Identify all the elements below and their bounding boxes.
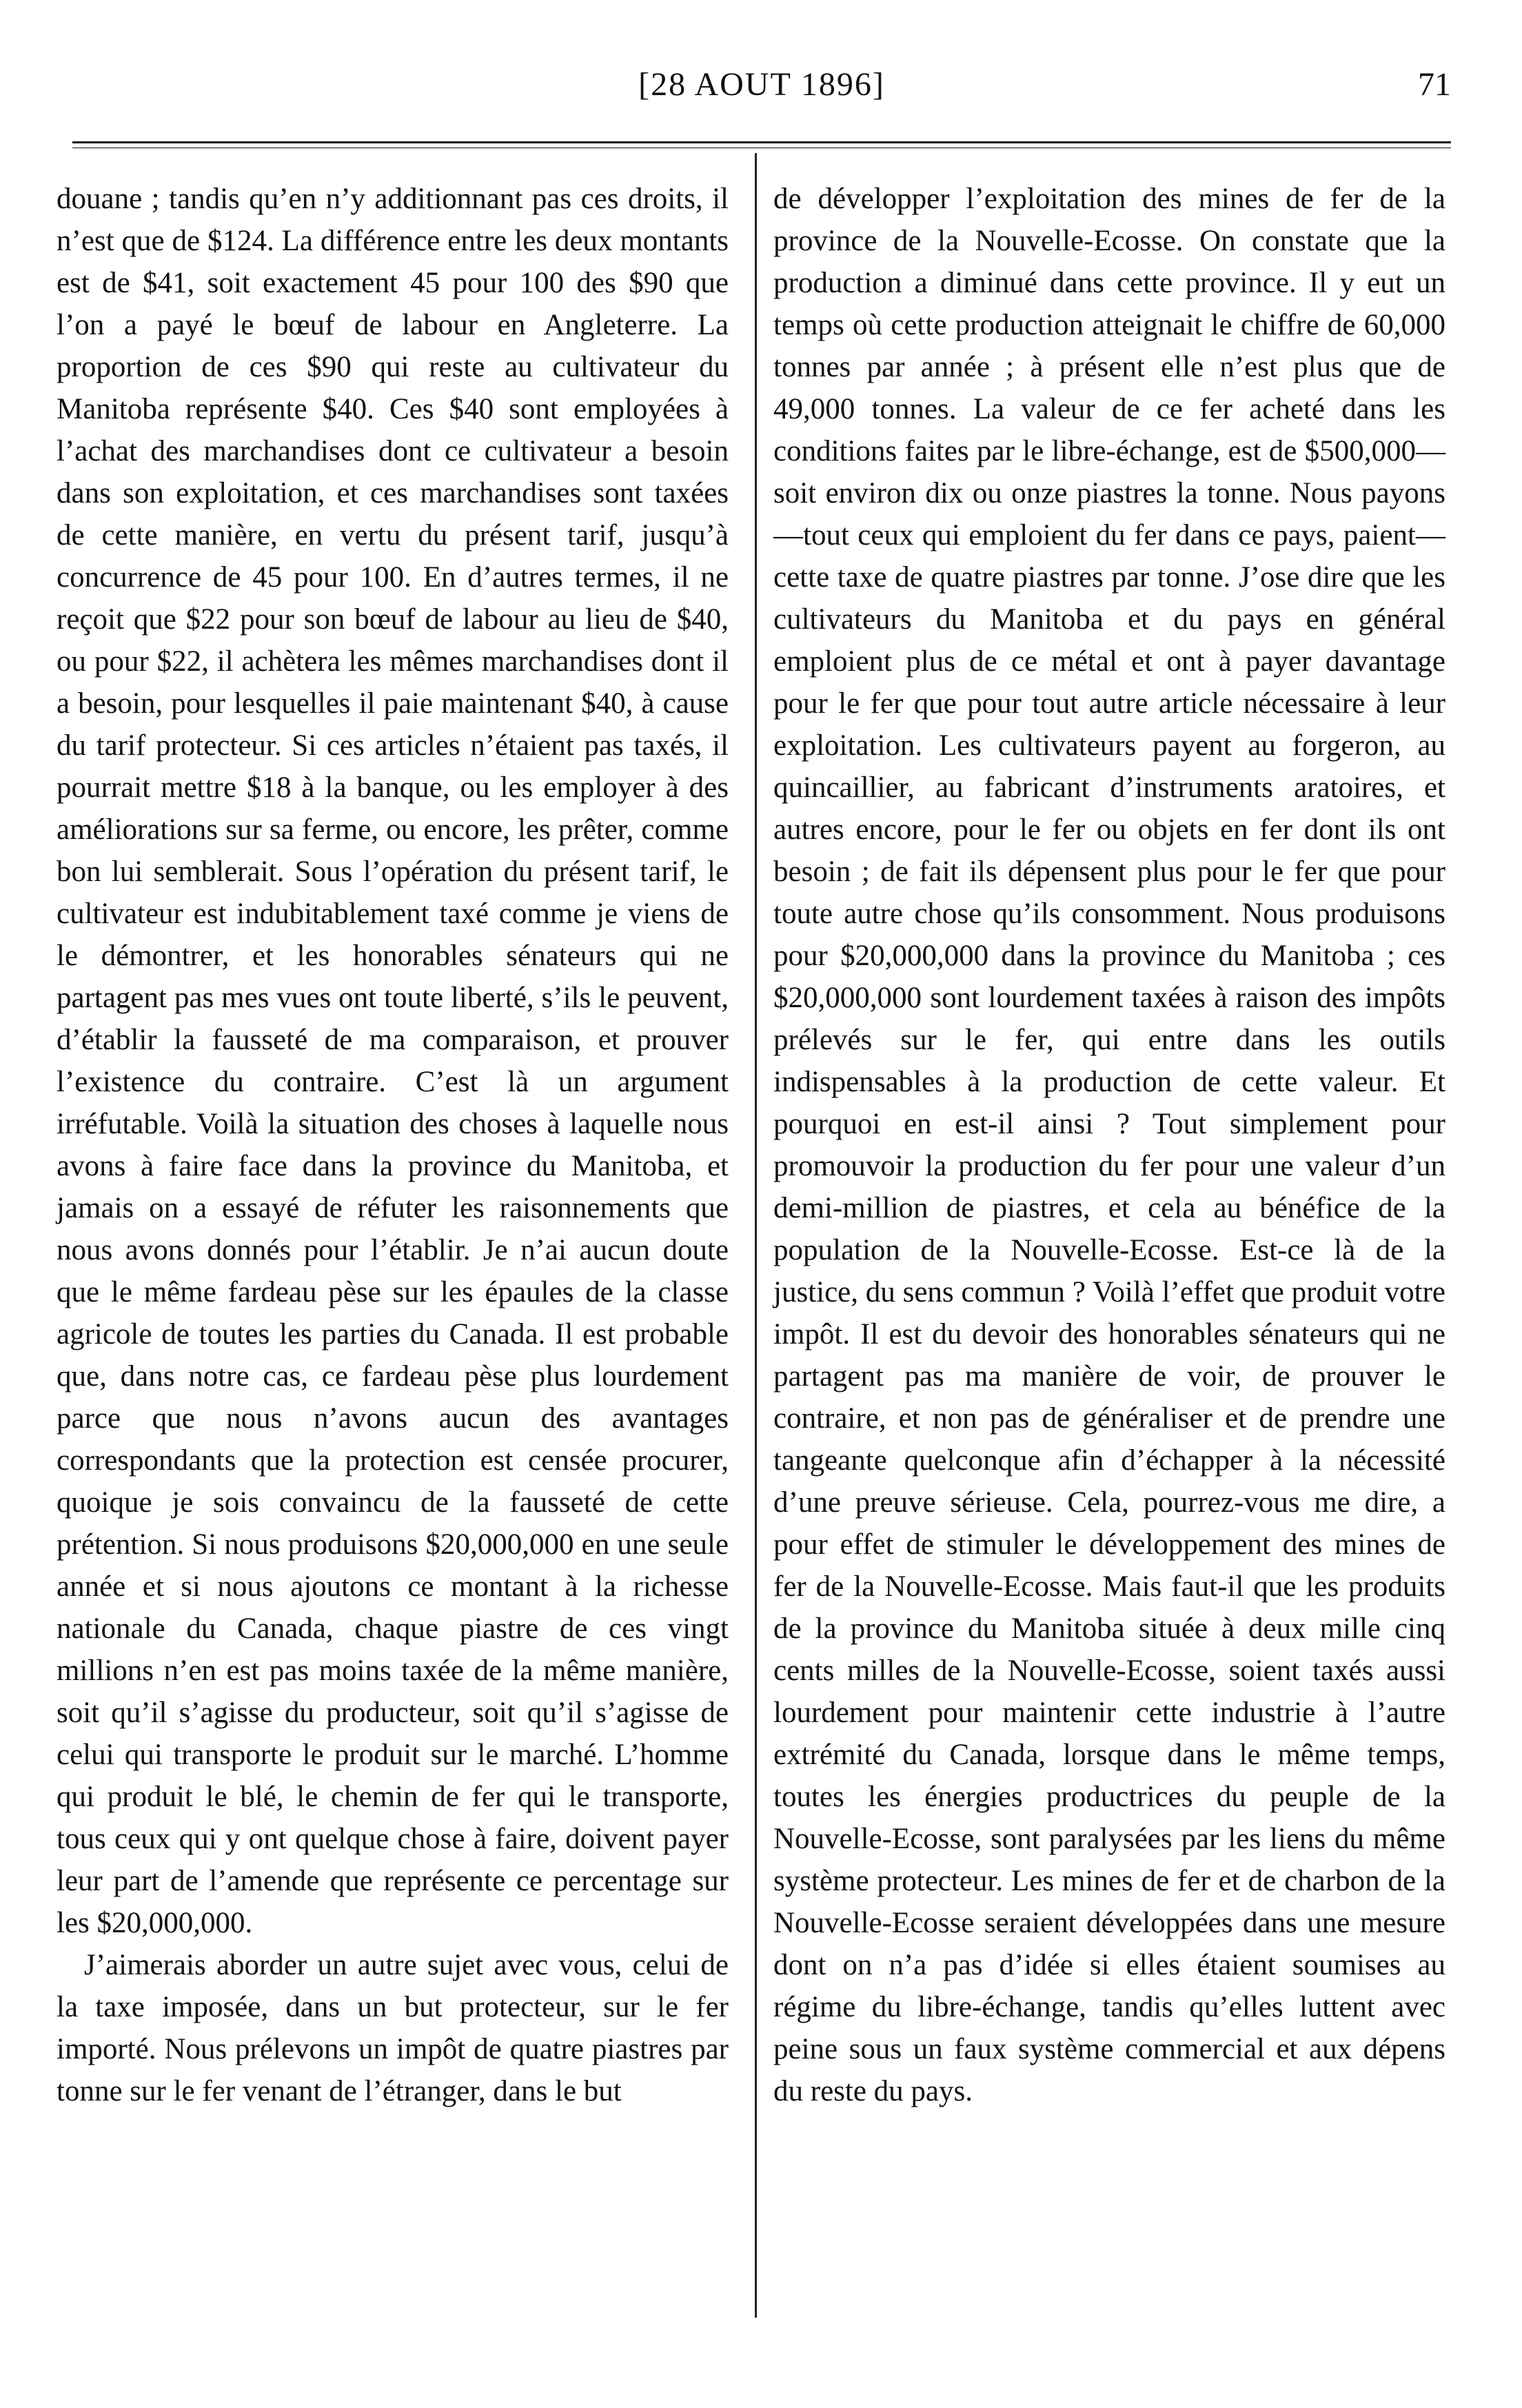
column-divider — [755, 153, 757, 2318]
left-column — [57, 178, 729, 2112]
page-header — [72, 65, 1451, 114]
right-paragraph-1: de développer l’exploitation des mines de fer de la province de la Nouvelle-Ecosse. On constate que la production a diminué dans cette province. Il y eut un temps où cette production atteignait le chiffre de 60,000 tonnes par année ; à présent elle n’est plus que de 49,000 tonnes. La valeur de ce fer acheté dans les conditions faites par le libre-échange, est de $500,000—soit environ dix ou onze piastres la tonne. Nous payons—tout ceux qui emploient du fer dans ce pays, paient—cette taxe de quatre piastres par tonne. J’ose dire que les cultivateurs du Manitoba et du pays en général emploient plus de ce métal et ont à payer davantage pour le fer que pour tout autre article nécessaire à leur exploitation. Les cultivateurs payent au forgeron, au quincaillier, au fabricant d’instruments aratoires, et autres encore, pour le fer ou objets en fer dont ils ont besoin ; de fait ils dépensent plus pour le fer que pour toute autre chose qu’ils consomment. Nous produisons pour $20,000,000 dans la province du Manitoba ; ces $20,000,000 sont lourdement taxées à raison des impôts prélevés sur le fer, qui entre dans les outils indispensables à la production de cette valeur. Et pourquoi en est-il ainsi ? Tout simplement pour promouvoir la production du fer pour une valeur d’un demi-million de piastres, et cela au bénéfice de la population de la Nouvelle-Ecosse. Est-ce là de la justice, du sens commun ? Voilà l’effet que produit votre impôt. Il est du devoir des honorables sénateurs qui ne partagent pas ma manière de voir, de prouver le contraire, et non pas de généraliser et de prendre une tangeante quelconque afin d’échapper à la nécessité d’une preuve sérieuse. Cela, pourrez-vous me dire, a pour effet de stimuler le développement des mines de fer de la Nouvelle-Ecosse. Mais faut-il que les produits de la province du Manitoba située à deux mille cinq cents milles de la Nouvelle-Ecosse, soient taxés aussi lourdement pour maintenir cette industrie à l’autre extrémité du Canada, lorsque dans le même temps, toutes les énergies productrices du peuple de la Nouvelle-Ecosse, sont paralysées par les liens du même système protecteur. Les mines de fer et de charbon de la Nouvelle-Ecosse seraient développées dans une mesure dont on n’a pas d’idée si elles étaient soumises au régime du libre-échange, tandis qu’elles luttent avec peine sous un faux système commercial et aux dépens du reste du pays. — [773, 183, 1445, 2107]
left-paragraph-2: J’aimerais aborder un autre sujet avec vous, celui de la taxe imposée, dans un but protecteur, sur le fer importé. Nous prélevons un impôt de quatre piastres par tonne sur le fer venant de l’étranger, dans le but — [57, 1949, 729, 2107]
right-column — [773, 178, 1445, 2112]
page-number: 71 — [1418, 66, 1451, 103]
running-title: [28 AOUT 1896] — [638, 66, 885, 103]
left-paragraph-1: douane ; tandis qu’en n’y additionnant pas ces droits, il n’est que de $124. La différence entre les deux montants est de $41, soit exactement 45 pour 100 des $90 que l’on a payé le bœuf de labour en Angleterre. La proportion de ces $90 qui reste au cultivateur du Manitoba représente $40. Ces $40 sont employées à l’achat des marchandises dont ce cultivateur a besoin dans son exploitation, et ces marchandises sont taxées de cette manière, en vertu du présent tarif, jusqu’à concurrence de 45 pour 100. En d’autres termes, il ne reçoit que $22 pour son bœuf de labour au lieu de $40, ou pour $22, il achètera les mêmes marchandises dont il a besoin, pour lesquelles il paie maintenant $40, à cause du tarif protecteur. Si ces articles n’étaient pas taxés, il pourrait mettre $18 à la banque, ou les employer à des améliorations sur sa ferme, ou encore, les prêter, comme bon lui semblerait. Sous l’opération du présent tarif, le cultivateur est indubitablement taxé comme je viens de le démontrer, et les honorables sénateurs qui ne partagent pas mes vues ont toute liberté, s’ils le peuvent, d’établir la fausseté de ma comparaison, et prouver l’existence du contraire. C’est là un argument irréfutable. Voilà la situation des choses à laquelle nous avons à faire face dans la province du Manitoba, et jamais on a essayé de réfuter les raisonnements que nous avons donnés pour l’établir. Je n’ai aucun doute que le même fardeau pèse sur les épaules de la classe agricole de toutes les parties du Canada. Il est probable que, dans notre cas, ce fardeau pèse plus lourdement parce que nous n’avons aucun des avantages correspondants que la protection est censée procurer, quoique je sois convaincu de la fausseté de cette prétention. Si nous produisons $20,000,000 en une seule année et si nous ajoutons ce montant à la richesse nationale du Canada, chaque piastre de ces vingt millions n’en est pas moins taxée de la même manière, soit qu’il s’agisse du producteur, soit qu’il s’agisse de celui qui transporte le produit sur le marché. L’homme qui produit le blé, le chemin de fer qui le transporte, tous ceux qui y ont quelque chose à faire, doivent payer leur part de l’amende que représente ce percentage sur les $20,000,000. — [57, 183, 729, 1939]
header-rule-thick — [72, 141, 1451, 143]
